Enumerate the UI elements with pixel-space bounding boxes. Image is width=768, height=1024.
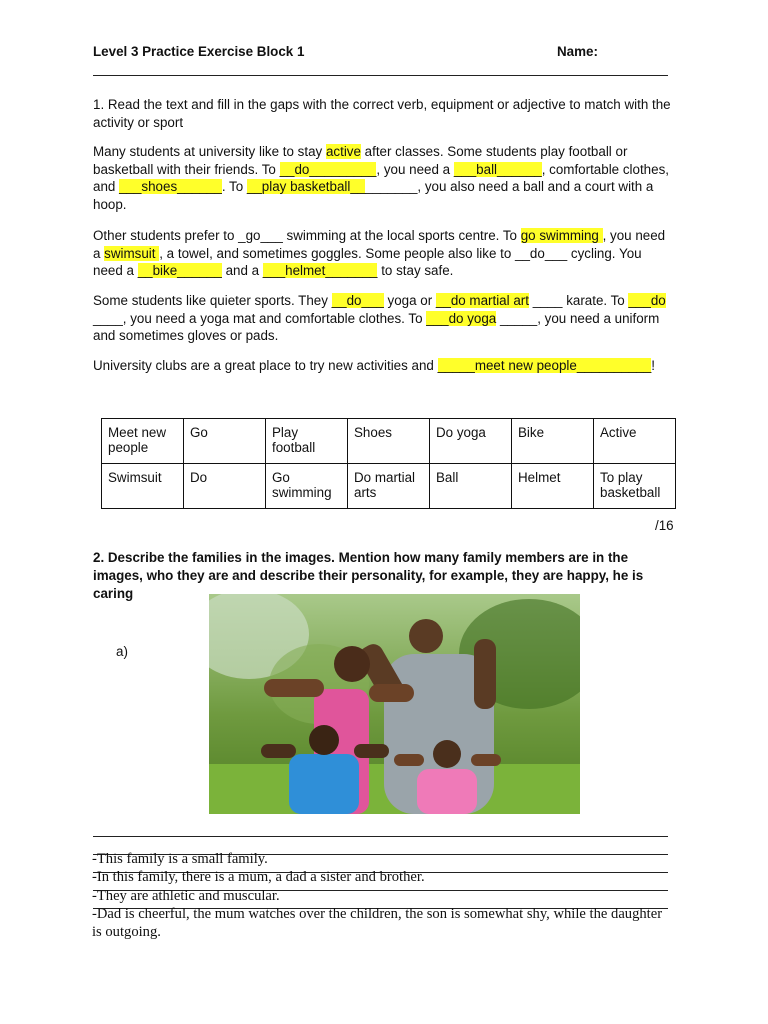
text: , you need a [93,228,666,261]
answer-line [93,836,668,837]
answer-highlight: active [325,144,361,159]
table-cell: Active [594,419,676,464]
answer-highlight: go swimming [520,228,603,243]
text: _______, you also need a ball and a court with a hoop. [93,179,654,212]
table-cell: Play football [266,419,348,464]
answer-line-text: -In this family, there is a mum, a dad a sister and brother. [92,869,425,885]
table-cell: Do yoga [430,419,512,464]
name-label: Name: [557,44,598,59]
question-2-instruction: 2. Describe the families in the images. Mention how many family members are in the images, who they are and describe their personality, for example, they are happy, he is caring [93,550,644,601]
image-label-a: a) [116,644,128,659]
table-row [102,464,676,509]
header-divider [93,75,668,76]
text: and a [221,263,263,279]
text: ____ karate. To [528,293,629,308]
text: ! [651,358,656,373]
text: Other students prefer to _go___ swimming at the local sports centre. To [93,228,521,243]
answer-highlight: __do martial art [435,293,529,308]
answer-line-text: -This family is a small family. [92,851,268,867]
table-cell: Go [184,419,266,464]
paragraph-1 [93,143,675,213]
text: , comfortable clothes, and [93,161,669,195]
answer-highlight: __do_________ [279,161,377,177]
table-cell: Swimsuit [102,464,184,509]
paragraph-2 [93,227,675,280]
word-bank-table [101,418,676,509]
score-total: /16 [655,518,674,533]
table-cell: Meet new people [102,419,184,464]
table-cell: Go swimming [266,464,348,509]
table-cell: Ball [430,464,512,509]
answer-line-text: -Dad is cheerful, the mum watches over the children, the son is somewhat shy, while the daughter is outgoing. [92,906,663,941]
table-cell: Helmet [512,464,594,509]
text: University clubs are a great place to try new activities and [93,358,438,373]
text: ____, you need a yoga mat and comfortable clothes. To [93,310,427,326]
text: Some students like quieter sports. They [93,293,332,308]
table-cell: Do martial arts [348,464,430,509]
worksheet-title: Level 3 Practice Exercise Block 1 [93,44,305,59]
answer-highlight: ___do yoga [426,310,497,326]
answer-highlight: ___helmet_______ [262,263,378,279]
table-cell: To play basketball [594,464,676,509]
answer-highlight: __play basketball__ [246,179,366,195]
table-row [102,419,676,464]
answer-highlight: __do___ [331,293,384,308]
table-cell: Do [184,464,266,509]
text: to stay safe. [377,263,454,279]
paragraph-4 [93,357,675,375]
text: , a towel, and sometimes goggles. Some people also like to __do___ cycling. You need a [93,245,642,279]
table-cell: Shoes [348,419,430,464]
answer-highlight: __bike______ [137,263,222,279]
family-photo [209,594,580,814]
text: . To [221,179,247,195]
text: yoga or [383,293,436,308]
answer-highlight: ___do [628,293,666,308]
table-cell: Bike [512,419,594,464]
text: Many students at university like to stay [93,144,326,159]
answer-highlight: ___shoes______ [119,179,222,195]
answer-highlight: swimsuit [104,245,160,261]
text: _____, you need a uniform and sometimes gloves or pads. [93,310,660,344]
question-1-instruction: 1. Read the text and fill in the gaps with the correct verb, equipment or adjective to match with the activity or sport [93,97,671,130]
answer-highlight: _____meet new people__________ [437,358,652,373]
answer-highlight: ___ball______ [453,161,542,177]
answer-line-text: -They are athletic and muscular. [92,888,280,904]
paragraph-3 [93,292,675,345]
text: , you need a [376,161,454,177]
text: after classes. Some students play football or basketball with their friends. To [93,144,628,177]
